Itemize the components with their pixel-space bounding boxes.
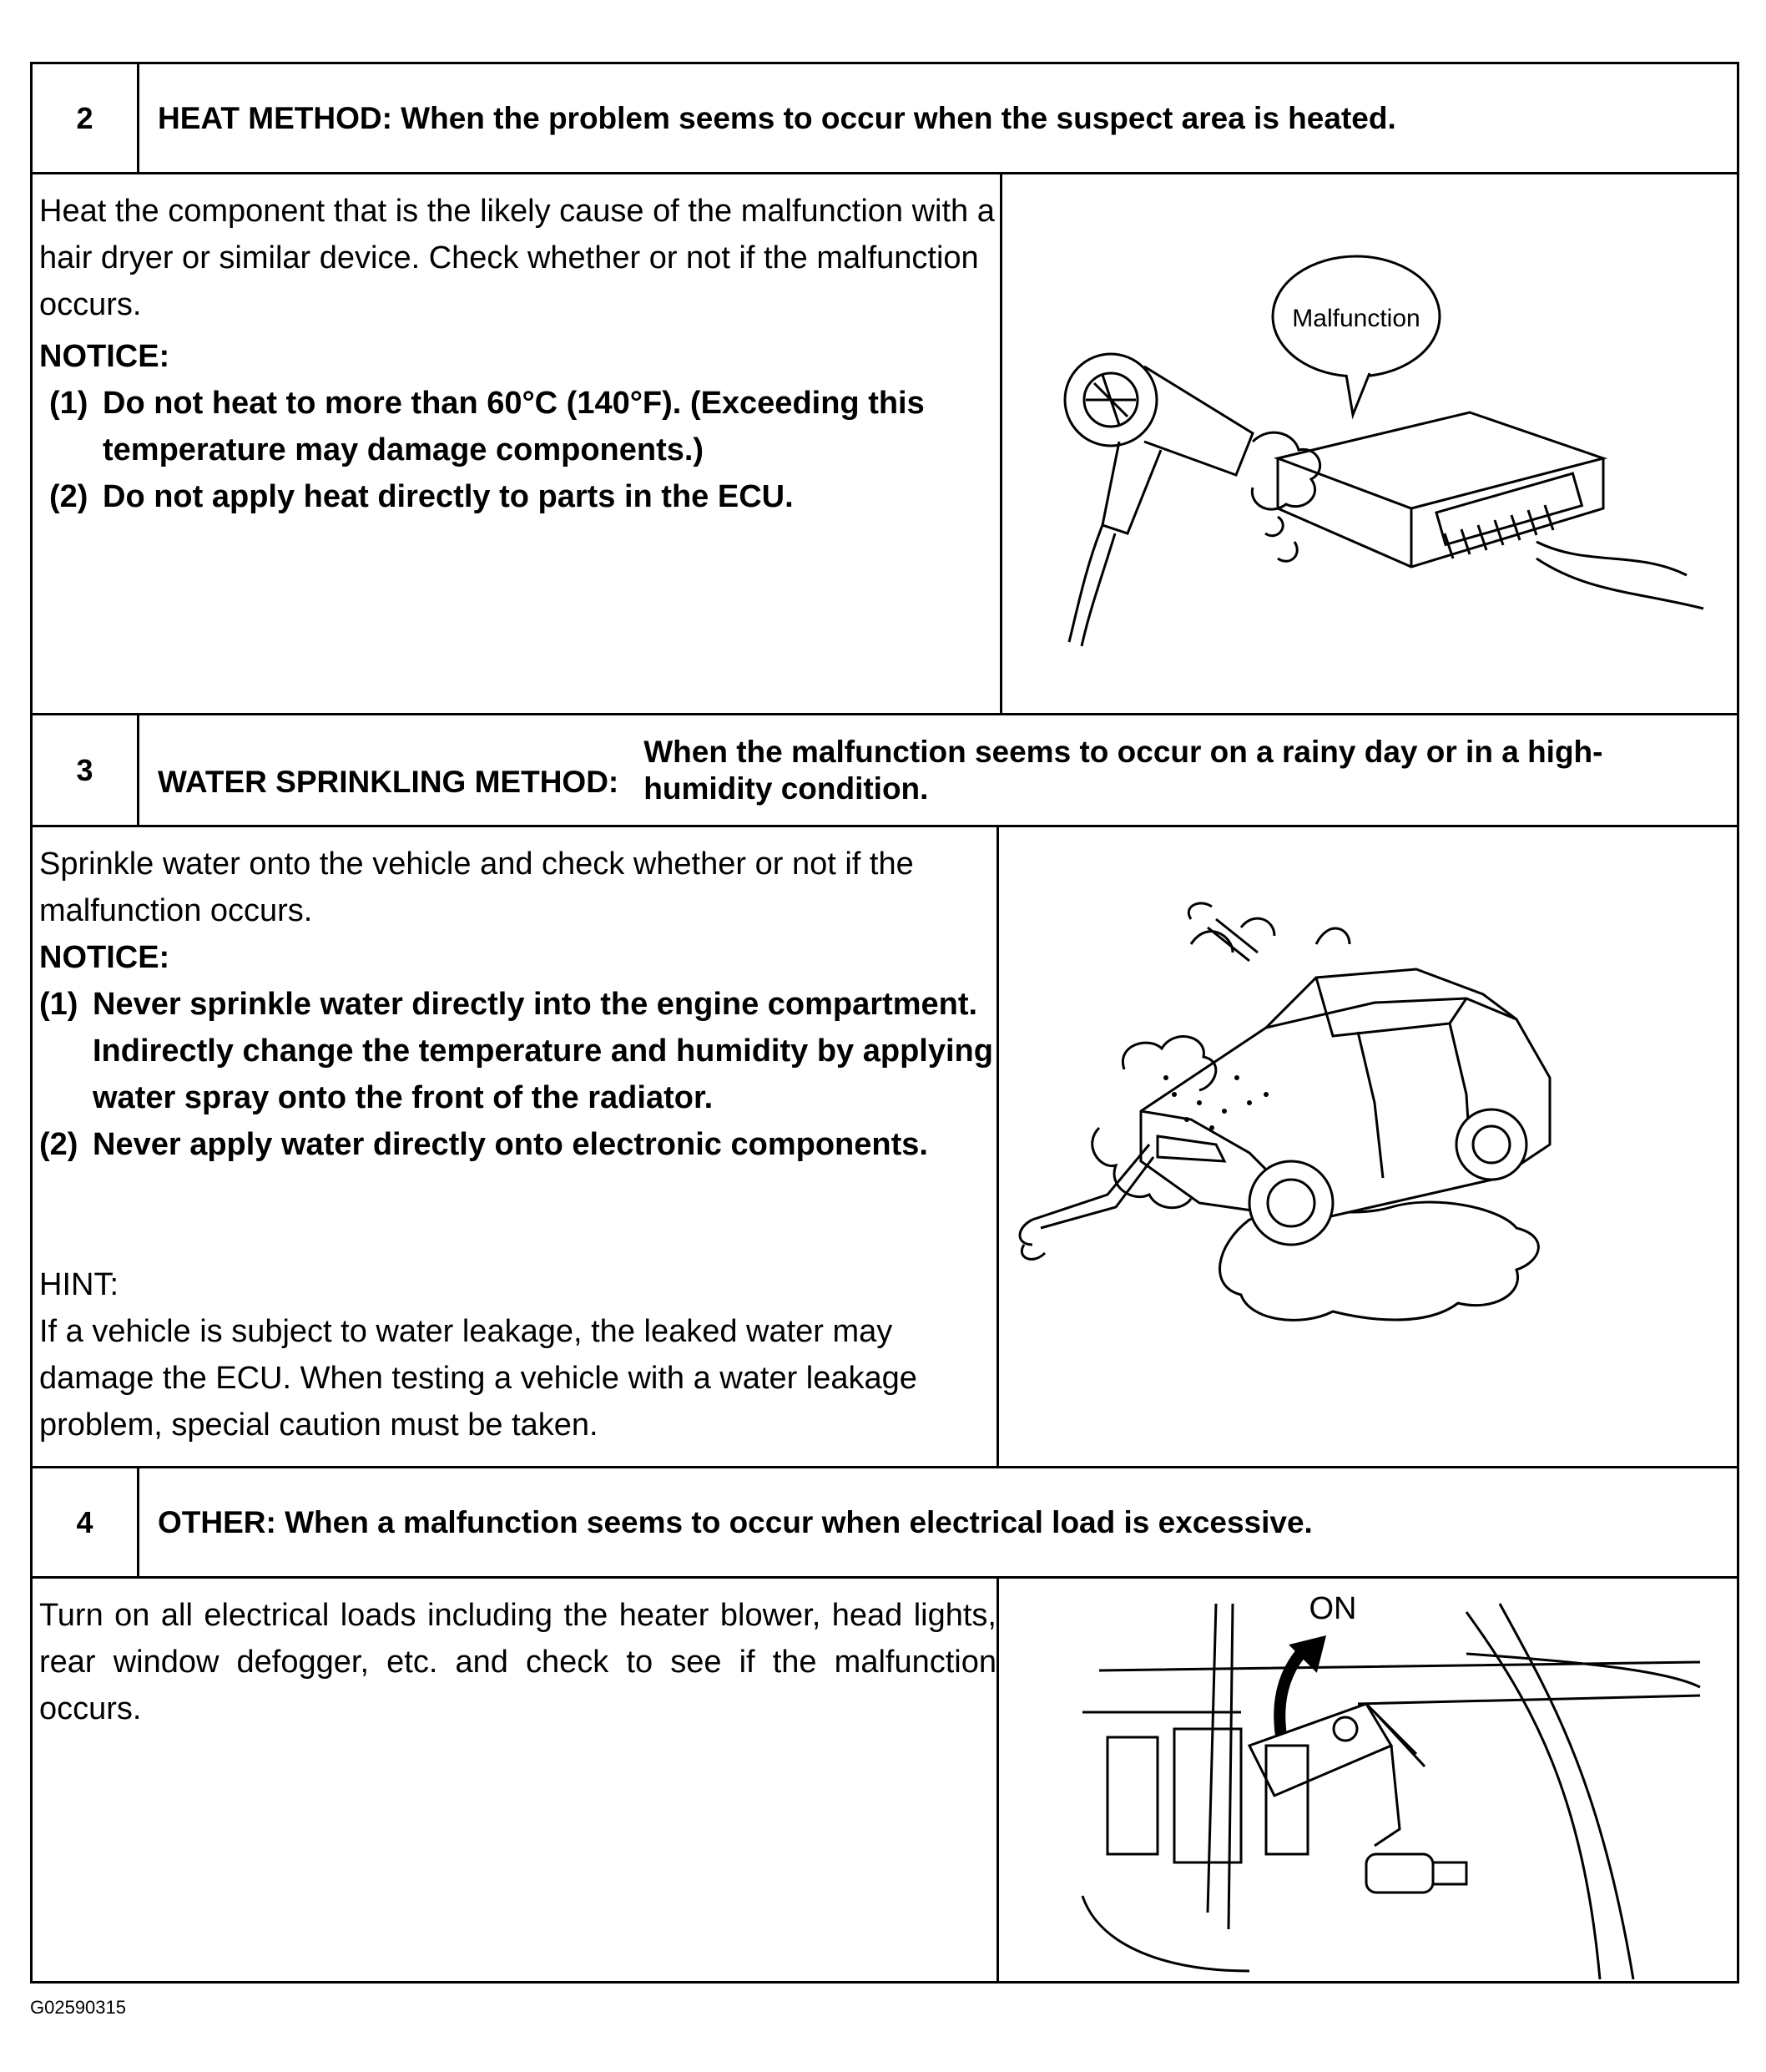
notice-label: NOTICE: (39, 339, 170, 374)
malfunction-label: Malfunction (1292, 305, 1420, 332)
notice-item: (2) Never apply water directly onto electronic components. (39, 1127, 928, 1162)
notice-label: NOTICE: (39, 940, 170, 975)
on-label: ON (1309, 1591, 1357, 1626)
water-sprinkling-figure (999, 827, 1737, 1466)
section-number: 2 (33, 64, 139, 172)
ecu-icon (1278, 412, 1603, 508)
instruction-text: Heat the component that is the likely cause of the malfunction with a hair dryer or similar device. Check whether or not if the malfunction occurs. (39, 194, 995, 322)
instruction-text: Turn on all electrical loads including the heater blower, head lights, rear window defogger, etc. and check to see if the malfunction occurs. (39, 1598, 997, 1726)
section-3-header (33, 715, 1737, 827)
notice-item: (1) Do not heat to more than 60°C (140°F). (Exceeding this temperature may damage components.) (49, 386, 925, 467)
section-number: 4 (33, 1468, 139, 1576)
section-2-header (33, 64, 1737, 174)
section-title-text: When the malfunction seems to occur on a rainy day or in a high-humidity condition. (643, 734, 1603, 806)
section-2-content (33, 174, 1737, 715)
figure-code: G02590315 (30, 1997, 126, 2018)
heat-method-figure (1002, 174, 1737, 713)
notice-item: (2) Do not apply heat directly to parts in the ECU. (49, 479, 794, 514)
notice-list (39, 981, 997, 1168)
hint-label: HINT: (39, 1267, 119, 1302)
section-3-text (33, 827, 999, 1466)
section-title: HEAT METHOD: When the problem seems to occur when the suspect area is heated. (158, 100, 1396, 135)
notice-list (39, 380, 1000, 520)
procedure-table (30, 62, 1739, 1984)
hint-text: If a vehicle is subject to water leakage, the leaked water may damage the ECU. When testing a vehicle with a water leakage problem, special caution must be taken. (39, 1314, 917, 1443)
section-title-label: WATER SPRINKLING METHOD: (158, 764, 619, 799)
section-title: OTHER: When a malfunction seems to occur when electrical load is excessive. (158, 1504, 1313, 1539)
notice-item: (1) Never sprinkle water directly into the engine compartment. Indirectly change the temperature and humidity by applying water spray onto the front of the radiator. (39, 987, 993, 1115)
section-number: 3 (33, 715, 139, 825)
hose-icon (1032, 1145, 1153, 1228)
section-4-text (33, 1579, 999, 1981)
light-switch-icon (1249, 1704, 1391, 1796)
section-3-content (33, 827, 1737, 1468)
electrical-load-figure (999, 1579, 1737, 1981)
instruction-text: Sprinkle water onto the vehicle and check whether or not if the malfunction occurs. (39, 846, 914, 928)
section-4-content (33, 1579, 1737, 1981)
section-4-header (33, 1468, 1737, 1579)
section-title (158, 715, 1728, 825)
section-2-text (33, 174, 1002, 713)
